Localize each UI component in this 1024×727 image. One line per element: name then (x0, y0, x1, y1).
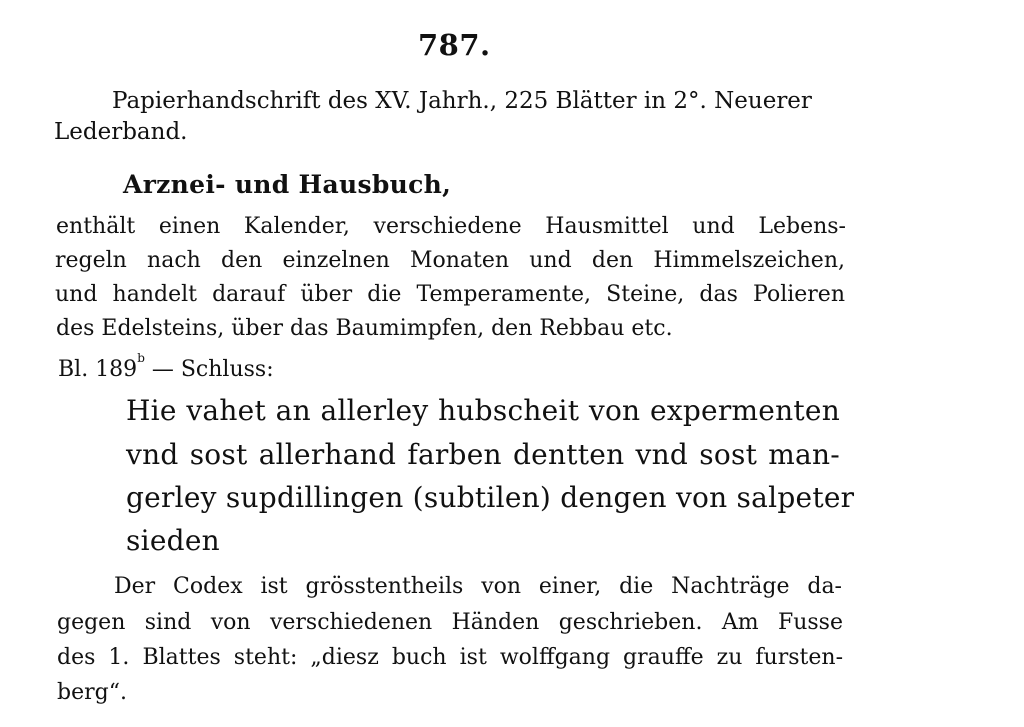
notes-line-2: gegen sind von verschiedenen Händen geschrieben. Am Fusse (57, 610, 843, 635)
page-number: 787. (418, 28, 491, 62)
notes-line-3-text: des 1. Blattes steht: „diesz buch ist wolffgang grauffe zu fursten- (57, 645, 843, 670)
quote-line-3 (126, 481, 855, 514)
notes-line-4: berg“. (57, 680, 127, 705)
intro-line-2: Lederband. (54, 119, 188, 145)
description-line-1: enthält einen Kalender, verschiedene Hausmittel und Lebens- (56, 214, 846, 239)
section-label-suffix: — Schluss: (144, 357, 274, 382)
book-title: Arznei- und Hausbuch, (123, 170, 452, 199)
section-label (58, 350, 274, 382)
quote-line-1: Hie vahet an allerley hubscheit von expermenten (126, 394, 840, 427)
description-line-3: und handelt darauf über die Temperamente, Steine, das Polieren (55, 282, 845, 307)
description-line-4: des Edelsteins, über das Baumimpfen, den Rebbau etc. (56, 316, 673, 341)
quote-line-4: sieden (126, 524, 220, 557)
quote-line-3-text: gerley supdillingen (subtilen) dengen von salpeter (126, 481, 855, 514)
quote-line-2: vnd sost allerhand farben dentten vnd sost man- (126, 438, 840, 471)
description-line-2: regeln nach den einzelnen Monaten und den Himmelszeichen, (55, 248, 845, 273)
intro-line-1: Papierhandschrift des XV. Jahrh., 225 Blätter in 2°. Neuerer (112, 88, 812, 114)
notes-line-3 (57, 647, 843, 669)
section-label-superscript: b (137, 350, 145, 365)
section-label-prefix: Bl. 189 (58, 357, 138, 382)
notes-line-1: Der Codex ist grösstentheils von einer, die Nachträge da- (114, 574, 842, 599)
